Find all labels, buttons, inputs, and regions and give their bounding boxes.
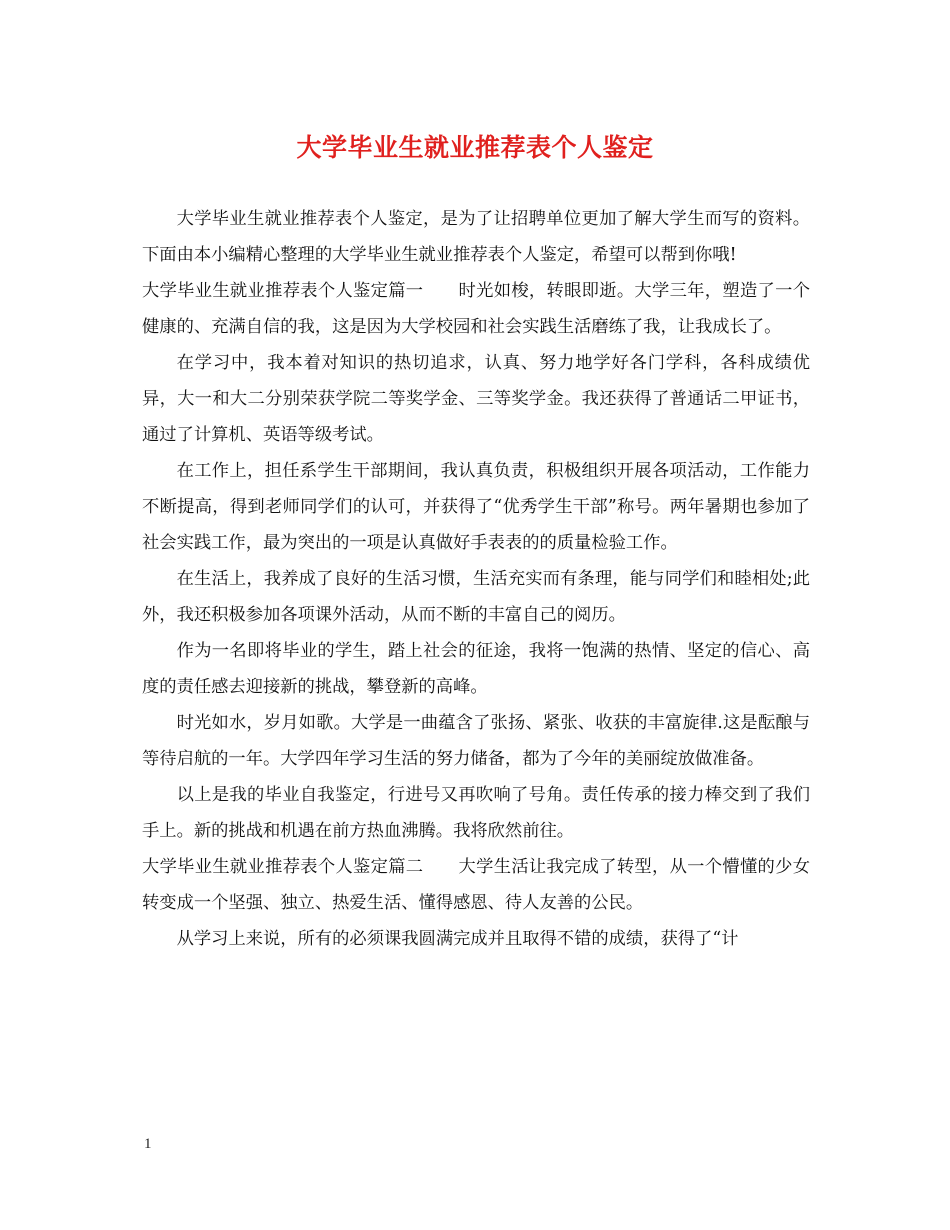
paragraph: 作为一名即将毕业的学生，踏上社会的征途，我将一饱满的热情、坚定的信心、高度的责任感去迎接新的挑战，攀登新的高峰。 [142, 641, 810, 697]
page-number: 1 [144, 1136, 152, 1152]
paragraph: 时光如水，岁月如歌。大学是一曲蕴含了张扬、紧张、收获的丰富旋律.这是酝酿与等待启航的一年。大学四年学习生活的努力储备，都为了今年的美丽绽放做准备。 [142, 713, 810, 769]
paragraph: 大学毕业生就业推荐表个人鉴定篇一 时光如梭，转眼即逝。大学三年，塑造了一个健康的、充满自信的我，这是因为大学校园和社会实践生活磨练了我，让我成长了。 [142, 281, 810, 337]
paragraph: 在生活上，我养成了良好的生活习惯，生活充实而有条理，能与同学们和睦相处;此外，我还积极参加各项课外活动，从而不断的丰富自己的阅历。 [142, 569, 810, 625]
paragraph: 以上是我的毕业自我鉴定，行进号又再吹响了号角。责任传承的接力棒交到了我们手上。新的挑战和机遇在前方热血沸腾。我将欣然前往。 [142, 785, 810, 841]
paragraph: 从学习上来说，所有的必须课我圆满完成并且取得不错的成绩，获得了“计 [176, 929, 739, 949]
paragraph: 大学毕业生就业推荐表个人鉴定，是为了让招聘单位更加了解大学生而写的资料。下面由本小编精心整理的大学毕业生就业推荐表个人鉴定，希望可以帮到你哦! [142, 209, 810, 265]
paragraph: 在工作上，担任系学生干部期间，我认真负责，积极组织开展各项活动，工作能力不断提高，得到老师同学们的认可，并获得了“优秀学生干部”称号。两年暑期也参加了社会实践工作，最为突出的一项是认真做好手表表的的质量检验工作。 [142, 461, 810, 553]
paragraph: 在学习中，我本着对知识的热切追求，认真、努力地学好各门学科，各科成绩优异，大一和大二分别荣获学院二等奖学金、三等奖学金。我还获得了普通话二甲证书，通过了计算机、英语等级考试。 [142, 353, 810, 445]
document-body [142, 201, 810, 957]
document-title: 大学毕业生就业推荐表个人鉴定 [296, 133, 654, 162]
paragraph: 大学毕业生就业推荐表个人鉴定篇二 大学生活让我完成了转型，从一个懵懂的少女转变成一个坚强、独立、热爱生活、懂得感恩、待人友善的公民。 [142, 857, 810, 913]
